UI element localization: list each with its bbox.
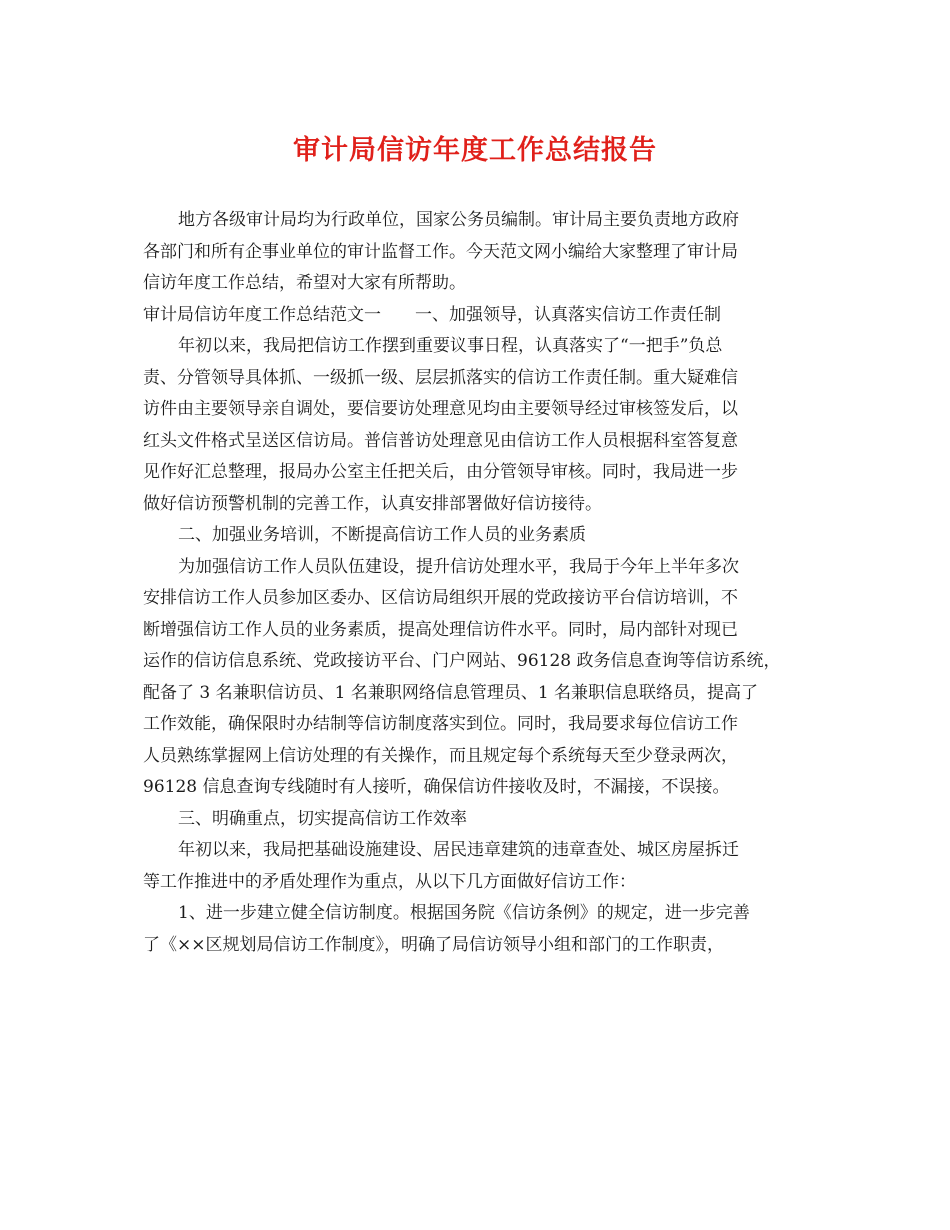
- text-line: 各部门和所有企事业单位的审计监督工作。今天范文网小编给大家整理了审计局: [143, 241, 738, 262]
- text-line: 责、分管领导具体抓、一级抓一级、层层抓落实的信访工作责任制。重大疑难信: [143, 367, 738, 388]
- text-line: 红头文件格式呈送区信访局。普信普访处理意见由信访工作人员根据科室答复意: [143, 430, 738, 451]
- text-line: 安排信访工作人员参加区委办、区信访局组织开展的党政接访平台信访培训，不: [143, 588, 738, 608]
- text-line: 96128 信息查询专线随时有人接听，确保信访件接收及时，不漏接，不误接。: [143, 777, 730, 797]
- document-body: [143, 205, 833, 961]
- text-line: 三、明确重点，切实提高信访工作效率: [178, 808, 467, 829]
- text-line: 人员熟练掌握网上信访处理的有关操作，而且规定每个系统每天至少登录两次，: [143, 745, 738, 766]
- text-line: 等工作推进中的矛盾处理作为重点，从以下几方面做好信访工作：: [143, 871, 636, 892]
- text-line: 地方各级审计局均为行政单位，国家公务员编制。审计局主要负责地方政府: [178, 210, 739, 230]
- text-line: 年初以来，我局把基础设施建设、居民违章建筑的违章查处、城区房屋拆迁: [178, 840, 739, 860]
- text-line: 了《××区规划局信访工作制度》，明确了局信访领导小组和部门的工作职责，: [143, 934, 724, 955]
- text-line: 工作效能，确保限时办结制等信访制度落实到位。同时，我局要求每位信访工作: [143, 714, 738, 734]
- text-line: 为加强信访工作人员队伍建设，提升信访处理水平，我局于今年上半年多次: [178, 556, 739, 577]
- text-line: 1、进一步建立健全信访制度。根据国务院《信访条例》的规定，进一步完善: [178, 903, 750, 923]
- text-line: 访件由主要领导亲自调处，要信要访处理意见均由主要领导经过审核签发后，以: [143, 399, 738, 419]
- text-line: 做好信访预警机制的完善工作，认真安排部署做好信访接待。: [143, 493, 602, 514]
- document-title: 审计局信访年度工作总结报告: [293, 135, 657, 166]
- text-line: 运作的信访信息系统、党政接访平台、门户网站、96128 政务信息查询等信访系统，: [143, 651, 781, 671]
- text-line: 信访年度工作总结，希望对大家有所帮助。: [143, 273, 466, 293]
- text-line: 断增强信访工作人员的业务素质，提高处理信访件水平。同时，局内部针对现已: [143, 619, 738, 640]
- text-line: 见作好汇总整理，报局办公室主任把关后，由分管领导审核。同时，我局进一步: [143, 462, 738, 482]
- text-line: 审计局信访年度工作总结范文一 一、加强领导，认真落实信访工作责任制: [143, 304, 721, 325]
- text-line: 二、加强业务培训，不断提高信访工作人员的业务素质: [178, 525, 586, 545]
- text-line: 配备了 3 名兼职信访员、1 名兼职网络信息管理员、1 名兼职信息联络员，提高了: [143, 682, 759, 703]
- text-line: 年初以来，我局把信访工作摆到重要议事日程，认真落实了“一把手”负总: [178, 336, 723, 356]
